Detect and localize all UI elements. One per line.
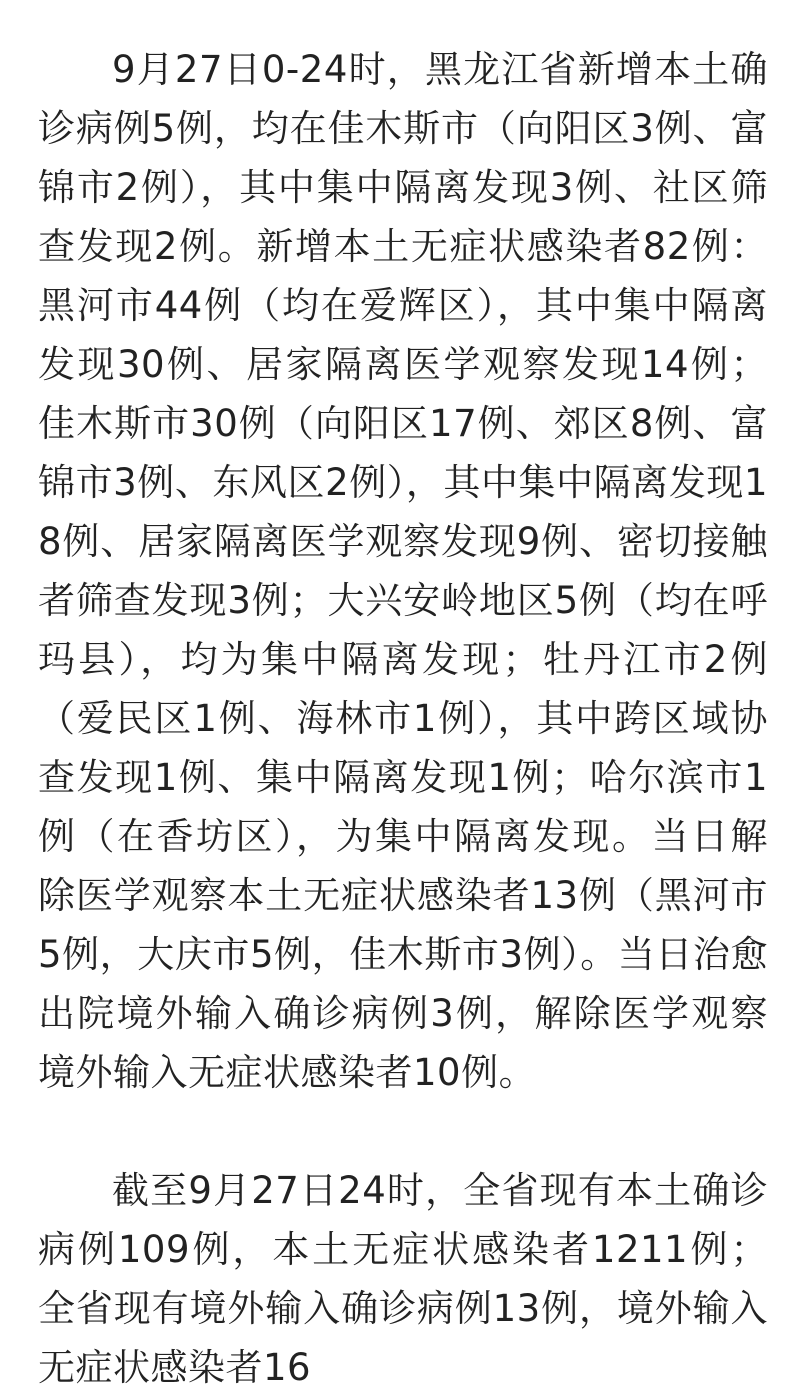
paragraph-cumulative-cases: 截至9月27日24时，全省现有本土确诊病例109例，本土无症状感染者1211例；全省现有境外输入确诊病例13例，境外输入无症状感染者16 [38, 1169, 768, 1389]
paragraph-daily-cases: 9月27日0-24时，黑龙江省新增本土确诊病例5例，均在佳木斯市（向阳区3例、富锦市2例），其中集中隔离发现3例、社区筛查发现2例。新增本土无症状感染者82例：黑河市44例（均在爱辉区），其中集中隔离发现30例、居家隔离医学观察发现14例；佳木斯市30例（向阳区17例、郊区8例、富锦市3例、东风区2例），其中集中隔离发现18例、居家隔离医学观察发现9例、密切接触者筛查发现3例；大兴安岭地区5例（均在呼玛县），均为集中隔离发现；牡丹江市2例（爱民区1例、海林市1例），其中跨区域协查发现1例、集中隔离发现1例；哈尔滨市1例（在香坊区），为集中隔离发现。当日解除医学观察本土无症状感染者13例（黑河市5例，大庆市5例，佳木斯市3例）。当日治愈出院境外输入确诊病例3例，解除医学观察境外输入无症状感染者10例。 [38, 48, 768, 1094]
article-body [38, 40, 768, 1397]
